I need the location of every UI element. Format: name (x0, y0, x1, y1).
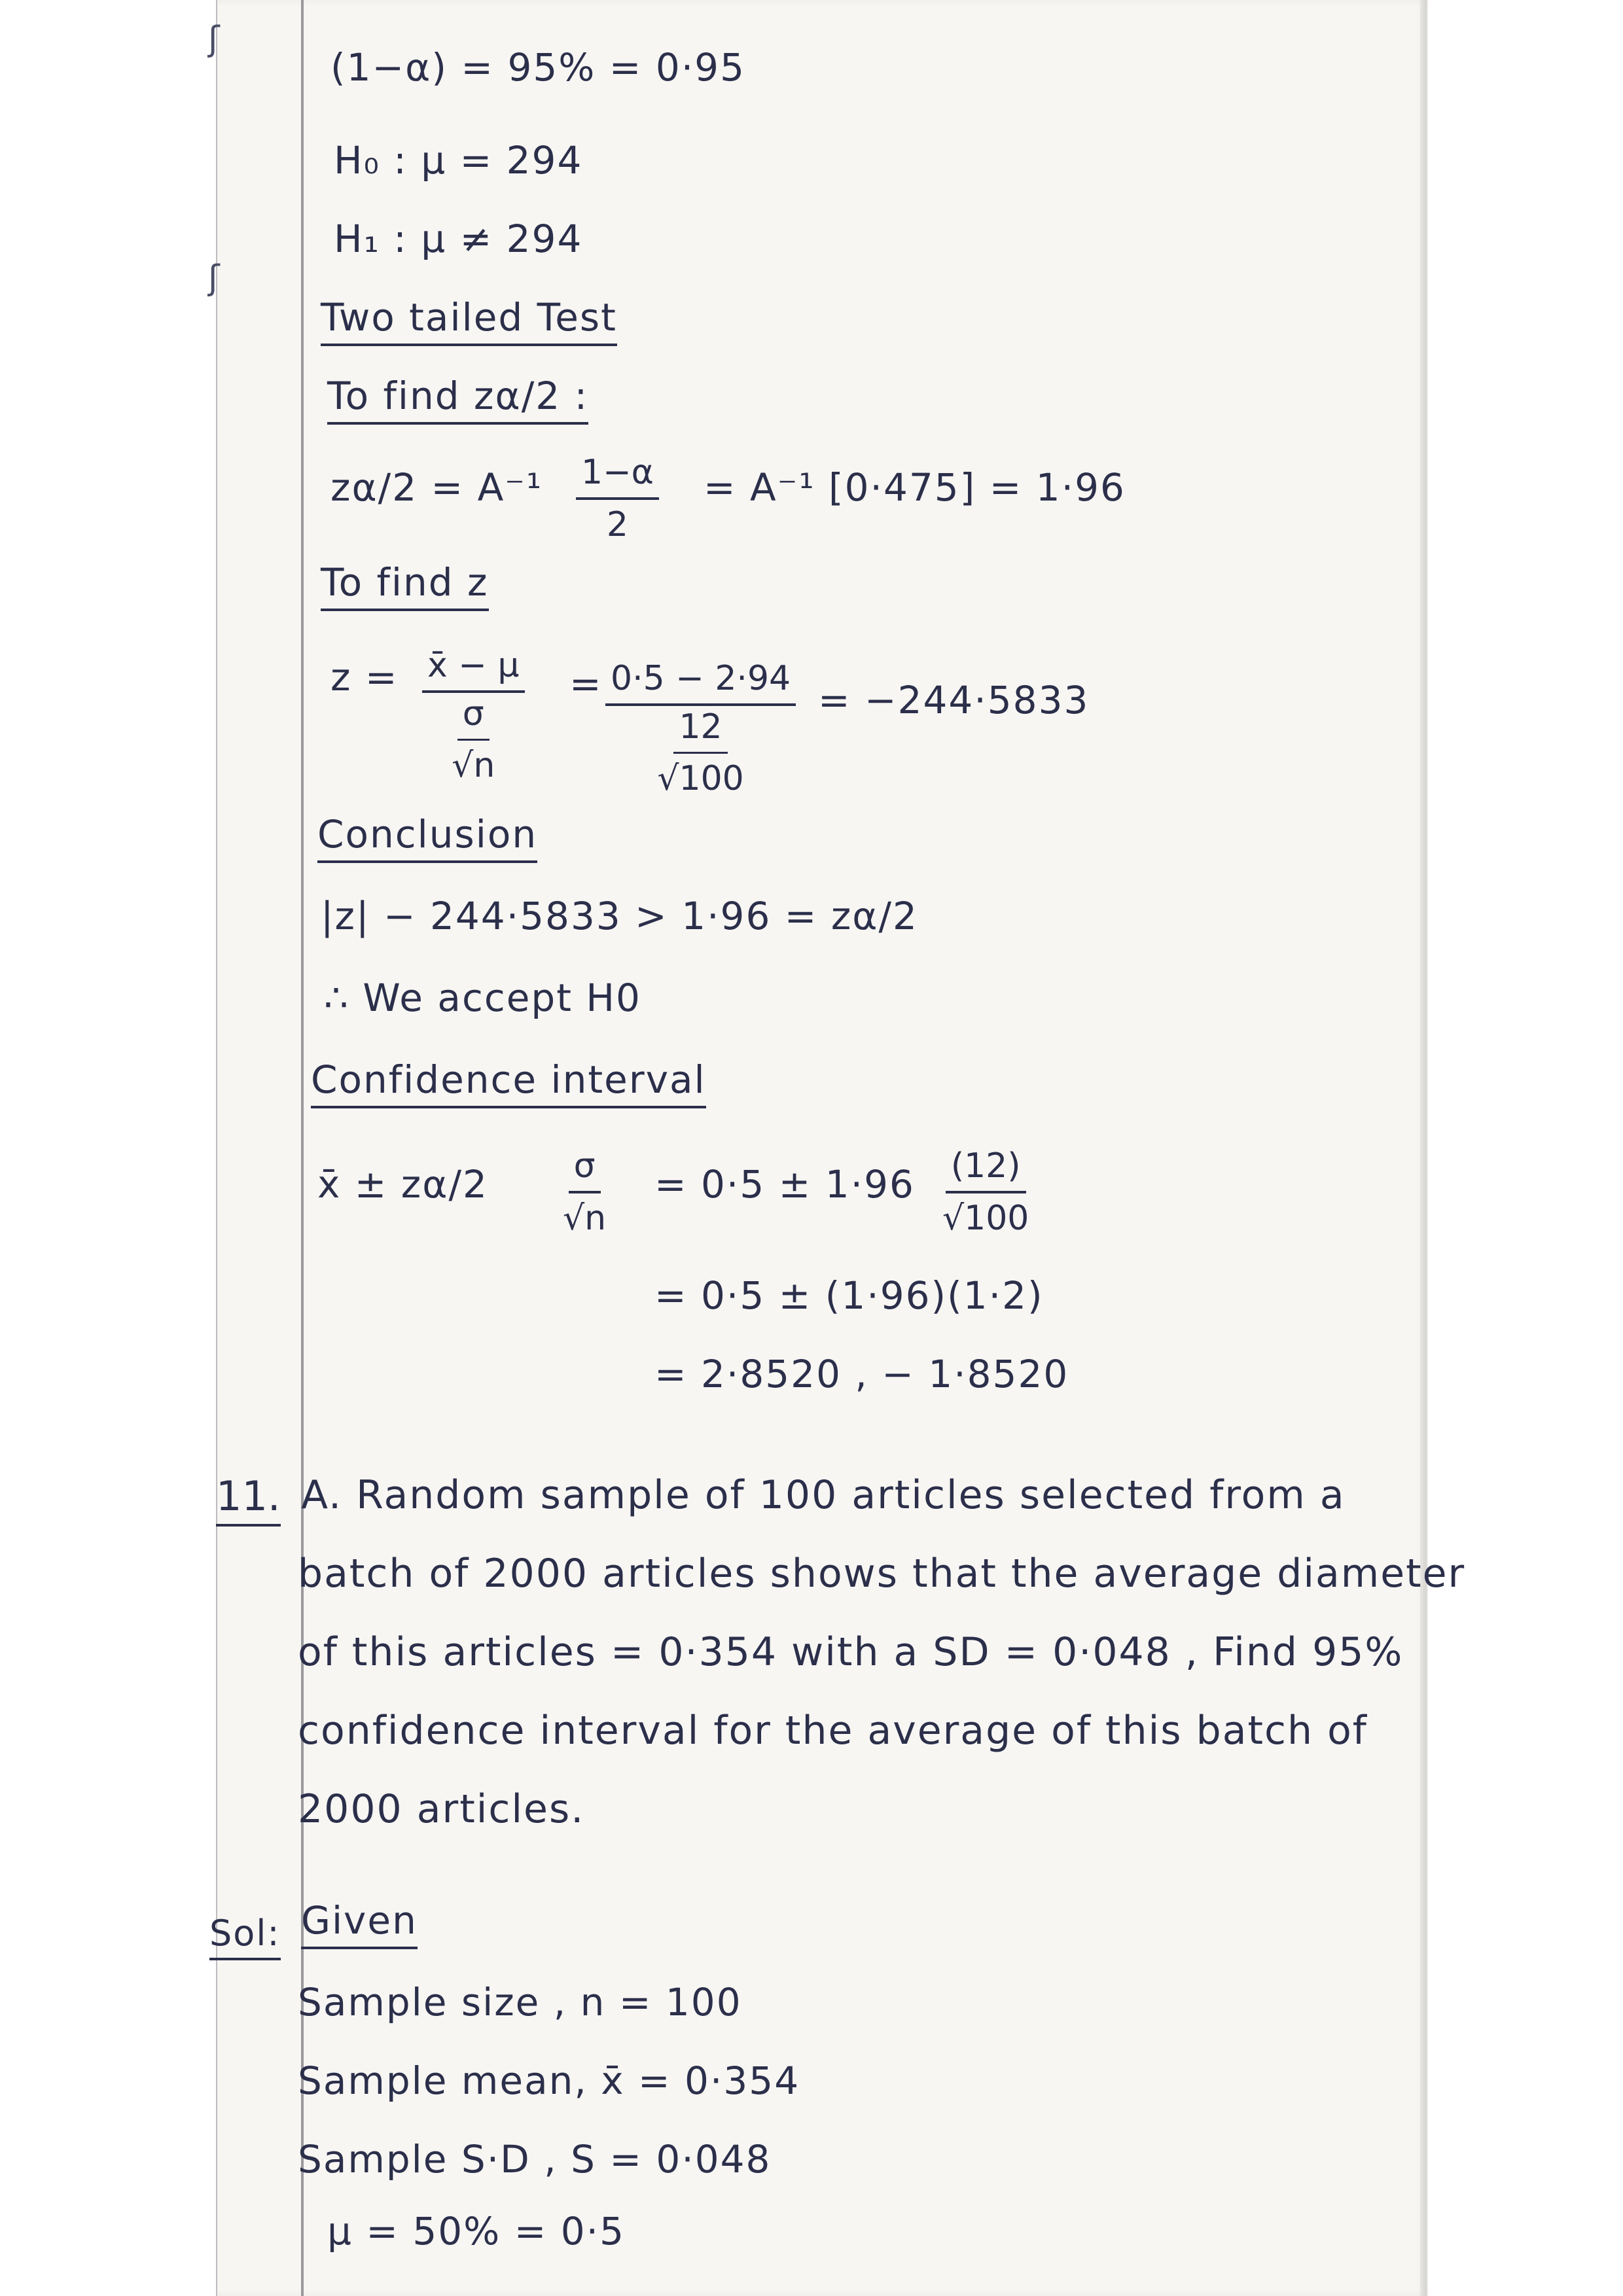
question-line: of this articles = 0·354 with a SD = 0·048 , Find 95% (298, 1629, 1404, 1675)
question-number: 11. (216, 1472, 281, 1520)
z-equals: = (569, 662, 603, 706)
z-lhs: z = (330, 655, 399, 699)
null-hypothesis: H₀ : μ = 294 (334, 138, 583, 183)
ci-rhs: = 0·5 ± 1·96 (654, 1162, 915, 1207)
alpha-line: (1−α) = 95% = 0·95 (330, 45, 745, 90)
margin-mark: ʃ (208, 258, 220, 298)
given-sample-size: Sample size , n = 100 (298, 1980, 742, 2024)
z-value-fraction: 0·5 − 2·94 12 √100 (605, 658, 796, 800)
z-formula-fraction: x̄ − μ σ √n (422, 645, 525, 786)
solution-label: Sol: (209, 1911, 281, 1956)
ci-result: = 2·8520 , − 1·8520 (654, 1352, 1069, 1396)
given-sample-mean: Sample mean, x̄ = 0·354 (298, 2058, 800, 2103)
z-result: = −244·5833 (818, 678, 1090, 722)
margin-line (301, 0, 304, 2296)
ci-lhs: x̄ ± zα/2 (317, 1162, 488, 1207)
comparison-line: |z| − 244·5833 > 1·96 = zα/2 (321, 894, 918, 938)
find-z-alpha-heading: To find zα/2 : (327, 373, 588, 419)
question-line: 2000 articles. (298, 1786, 585, 1832)
question-line: confidence interval for the average of this batch of (298, 1708, 1368, 1754)
question-line: batch of 2000 articles shows that the average diameter (298, 1551, 1466, 1597)
find-z-heading: To find z (321, 559, 489, 605)
page-edge (1420, 0, 1427, 2296)
ci-step-2: = 0·5 ± (1·96)(1·2) (654, 1273, 1044, 1318)
question-line: A. Random sample of 100 articles selected from a (301, 1472, 1346, 1518)
z-alpha-lhs: zα/2 = A⁻¹ (330, 465, 543, 510)
z-alpha-rhs: = A⁻¹ [0·475] = 1·96 (704, 465, 1126, 510)
test-type-heading: Two tailed Test (321, 294, 617, 340)
ci-value-fraction: $\frac{(12)}{√100}$ (942, 1146, 1029, 1238)
conclusion-heading: Conclusion (317, 811, 537, 857)
given-mu: μ = 50% = 0·5 (327, 2209, 625, 2253)
given-heading: Given (301, 1898, 418, 1943)
margin-mark: ʃ (208, 20, 220, 59)
given-sample-sd: Sample S·D , S = 0·048 (298, 2137, 772, 2181)
z-alpha-fraction: $\frac{1-\alpha}{2}$ (576, 451, 659, 546)
alt-hypothesis: H₁ : μ ≠ 294 (334, 217, 583, 261)
decision-line: ∴ We accept H0 (324, 976, 641, 1020)
confidence-interval-heading: Confidence interval (311, 1057, 706, 1103)
ci-sigma-fraction: $\frac{\sigma}{√n}$ (563, 1146, 607, 1238)
